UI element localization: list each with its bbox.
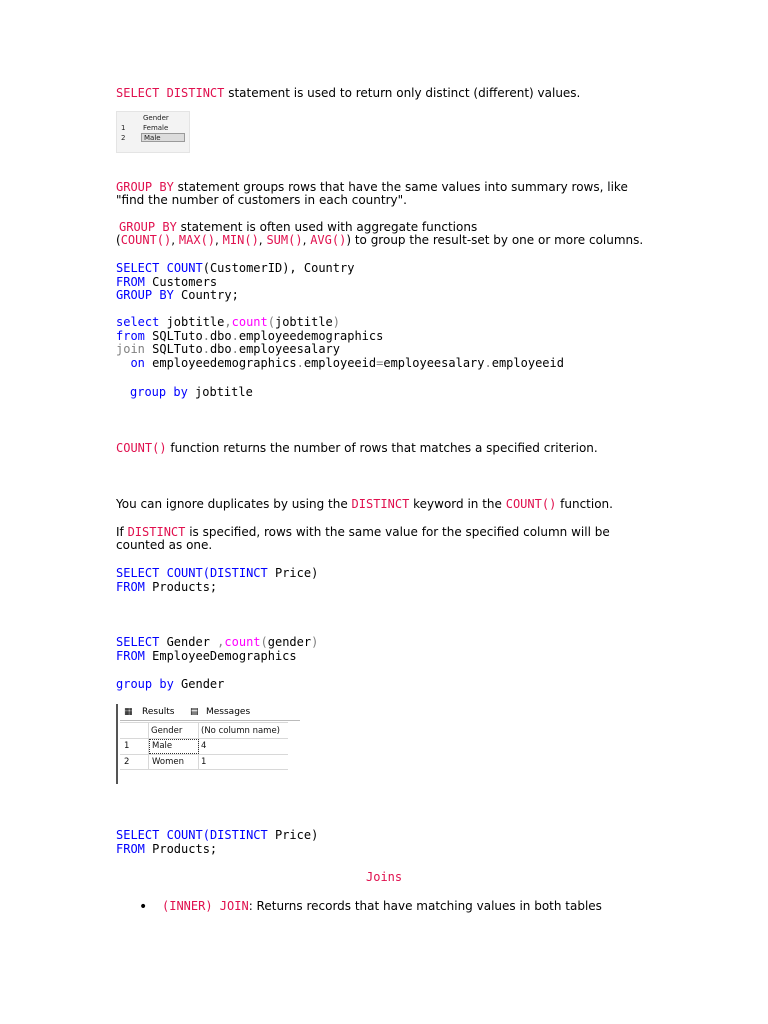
code-block-count-distinct-repeat: SELECT COUNT(DISTINCT Price) FROM Products;	[116, 828, 319, 856]
distinct-description: statement is used to return only distinct (different) values.	[224, 86, 581, 100]
row-number: 1	[124, 741, 130, 751]
count-paragraph	[116, 442, 656, 455]
results-border	[116, 704, 118, 784]
row-number: 2	[124, 757, 130, 767]
gender-cell: Women	[152, 757, 185, 767]
select-distinct-keyword: SELECT DISTINCT	[116, 86, 225, 100]
gender-value-selected: Male	[141, 133, 185, 142]
inner-join-item	[162, 900, 662, 913]
count-cell: 1	[201, 757, 207, 767]
count-cell: 4	[201, 741, 207, 751]
distinct-result-image	[116, 111, 190, 153]
gender-cell: Male	[152, 741, 173, 751]
aggregate-tail: to group the result-set by one or more columns.	[351, 233, 644, 247]
count-keyword: COUNT()	[116, 441, 167, 455]
gender-header: Gender	[143, 114, 169, 122]
joins-heading: Joins	[366, 870, 403, 884]
column-header-count: (No column name)	[201, 726, 280, 736]
inner-join-keyword: (INNER) JOIN	[162, 899, 249, 913]
group-by-paragraph	[116, 181, 656, 207]
aggregate-functions-line: (COUNT(), MAX(), MIN(), SUM(), AVG()) to group the result-set by one or more columns.	[116, 233, 644, 247]
query-results-image	[116, 704, 300, 784]
bullet-icon: •	[139, 899, 148, 915]
distinct-paragraph	[116, 87, 656, 100]
code-block-gender-count: SELECT Gender ,count(gender) FROM EmployeeDemographics	[116, 635, 319, 663]
row-number: 2	[121, 134, 126, 142]
group-by-keyword: GROUP BY	[116, 180, 174, 194]
code-group-by-jobtitle: group by jobtitle	[130, 385, 253, 399]
results-tab: Results	[142, 707, 175, 717]
aggregate-description: statement is often used with aggregate functions	[176, 220, 478, 234]
max-function: MAX()	[178, 233, 216, 247]
sum-function: SUM()	[266, 233, 303, 247]
group-by-keyword: GROUP BY	[119, 220, 177, 234]
code-block-group-by-country: SELECT COUNT(CustomerID), Country FROM Customers GROUP BY Country;	[116, 261, 355, 303]
distinct-keyword: DISTINCT	[127, 525, 186, 539]
avg-function: AVG()	[310, 233, 347, 247]
messages-icon: ▤	[190, 707, 199, 717]
row-number: 1	[121, 124, 126, 132]
results-tabbar	[120, 706, 300, 721]
distinct-keyword: DISTINCT	[351, 497, 410, 511]
count-keyword: COUNT()	[505, 497, 557, 511]
code-group-by-gender: group by Gender	[116, 677, 225, 691]
group-by-description: statement groups rows that have the same values into summary rows, like "find the number of customers in each country".	[116, 180, 628, 207]
count-function: COUNT()	[120, 233, 172, 247]
inner-join-description: : Returns records that have matching values in both tables	[248, 899, 602, 913]
gender-value: Female	[143, 124, 169, 132]
messages-tab: Messages	[206, 707, 251, 717]
code-block-count-distinct: SELECT COUNT(DISTINCT Price) FROM Products;	[116, 566, 319, 594]
code-block-jobtitle-join: select jobtitle,count(jobtitle) from SQLTuto.dbo.employeedemographics join SQLTuto.dbo.employeesalary on employeedemographics.employeeid=employeesalary.employeeid	[116, 315, 564, 370]
column-header-gender: Gender	[151, 726, 183, 736]
min-function: MIN()	[222, 233, 259, 247]
ignore-duplicates-paragraph: You can ignore duplicates by using the DISTINCT keyword in the COUNT() function.	[116, 497, 613, 511]
distinct-count-paragraph: If DISTINCT is specified, rows with the same value for the specified column will be counted as one.	[116, 525, 610, 552]
results-grid-icon: ▦	[124, 707, 133, 717]
count-description: function returns the number of rows that matches a specified criterion.	[166, 441, 598, 455]
